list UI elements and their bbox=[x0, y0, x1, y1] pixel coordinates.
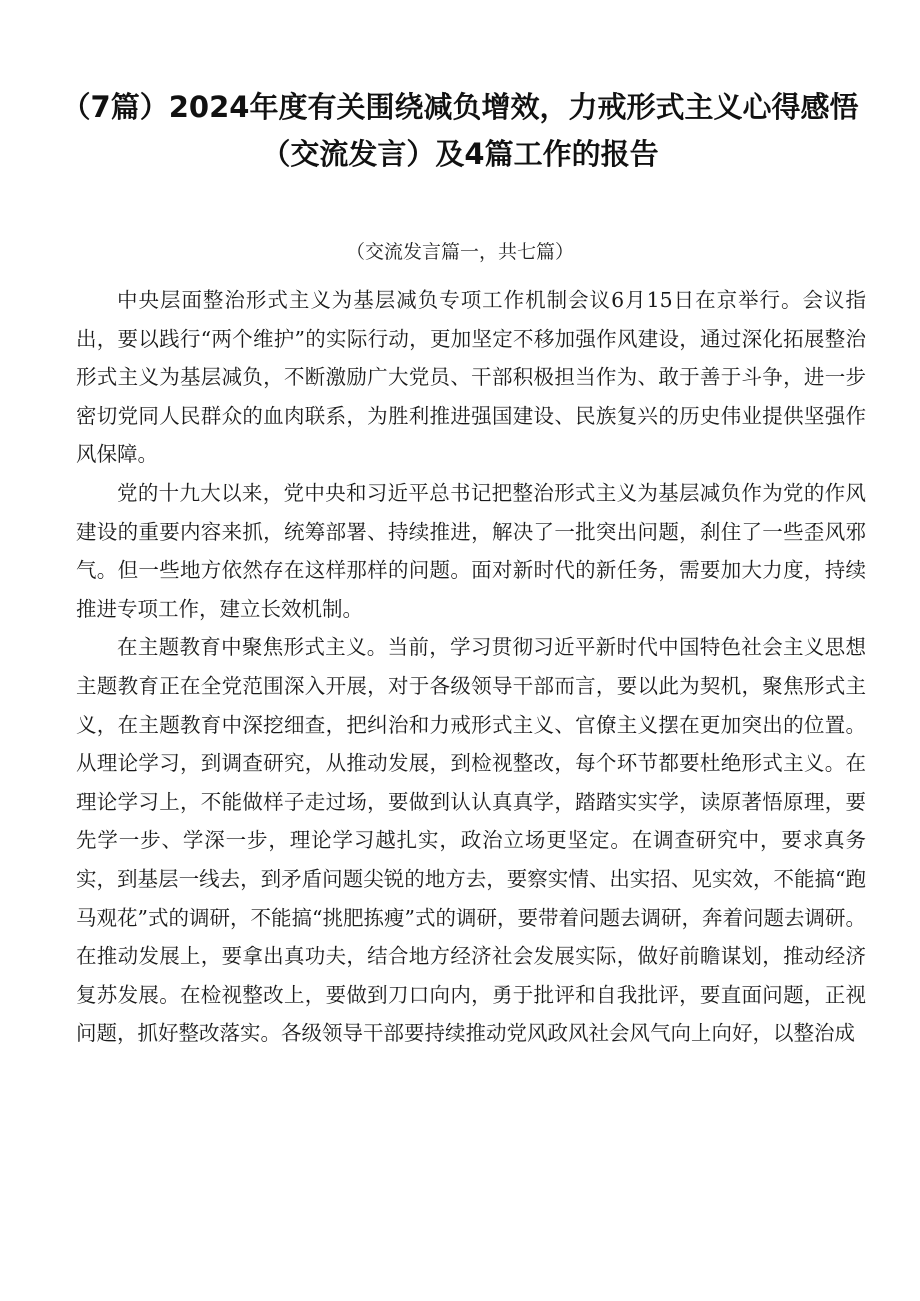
paragraph: 中央层面整治形式主义为基层减负专项工作机制会议6月15日在京举行。会议指出，要以践行“两个维护”的实际行动，更加坚定不移加强作风建设，通过深化拓展整治形式主义为基层减负，不断激励广大党员、干部积极担当作为、敢于善于斗争，进一步密切党同人民群众的血肉联系，为胜利推进强国建设、民族复兴的历史伟业提供坚强作风保障。 bbox=[76, 288, 866, 467]
document-title: （7篇）2024年度有关围绕减负增效，力戒形式主义心得感悟（交流发言）及4篇工作的报告 bbox=[61, 90, 859, 171]
document-subtitle: （交流发言篇一，共七篇） bbox=[345, 241, 574, 263]
document-body bbox=[76, 281, 866, 1053]
paragraph: 在主题教育中聚焦形式主义。当前，学习贯彻习近平新时代中国特色社会主义思想主题教育正在全党范围深入开展，对于各级领导干部而言，要以此为契机，聚焦形式主义，在主题教育中深挖细查，把纠治和力戒形式主义、官僚主义摆在更加突出的位置。从理论学习，到调查研究，从推动发展，到检视整改，每个环节都要杜绝形式主义。在理论学习上，不能做样子走过场，要做到认认真真学，踏踏实实学，读原著悟原理，要先学一步、学深一步，理论学习越扎实，政治立场更坚定。在调查研究中，要求真务实，到基层一线去，到矛盾问题尖锐的地方去，要察实情、出实招、见实效，不能搞“跑马观花”式的调研，不能搞“挑肥拣瘦”式的调研，要带着问题去调研，奔着问题去调研。在推动发展上，要拿出真功夫，结合地方经济社会发展实际，做好前瞻谋划，推动经济复苏发展。在检视整改上，要做到刀口向内，勇于批评和自我批评，要直面问题，正视问题，抓好整改落实。各级领导干部要持续推动党风政风社会风气向上向好，以整治成 bbox=[76, 635, 866, 1046]
paragraph: 党的十九大以来，党中央和习近平总书记把整治形式主义为基层减负作为党的作风建设的重要内容来抓，统筹部署、持续推进，解决了一批突出问题，刹住了一些歪风邪气。但一些地方依然存在这样那样的问题。面对新时代的新任务，需要加大力度，持续推进专项工作，建立长效机制。 bbox=[76, 480, 866, 621]
